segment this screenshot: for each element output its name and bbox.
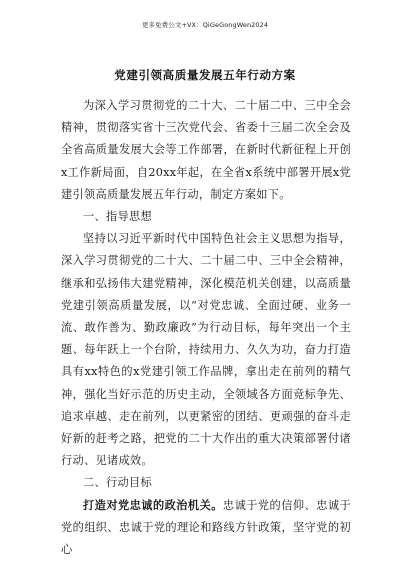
action-goal-lead: 打造对党忠诚的政治机关。	[83, 498, 223, 512]
document-title: 党建引领高质量发展五年行动方案	[114, 68, 296, 82]
guiding-thought-paragraph: 坚持以习近平新时代中国特色社会主义思想为指导，深入学习贯彻党的二十大、二十届二中、三中全会精神，继承和弘扬伟大建党精神，深化模范机关创建，以高质量党建引领高质量发展，以“对党忠诚、全面过硬、业务一流、敢作善为、勤政廉政”为行动目标，每年突出一个主题、每年跃上一个台阶，持续用力、久久为功，奋力打造具有xx特色的x党建引领工作品牌，拿出走在前列的精气神，强化当好示范的历史主动，全领域各方面竞标争先、追求卓越、走在前列，以更紧密的团结、更顽强的奋斗走好新的赶考之路，把党的二十大作出的重大决策部署付诸行动、见诸成效。	[61, 232, 351, 468]
document-body	[61, 95, 351, 561]
intro-paragraph: 为深入学习贯彻党的二十大、二十届二中、三中全会精神，贯彻落实省十三次党代会、省委十三届二次全会及全省高质量发展大会等工作部署，在新时代新征程上开创x工作新局面，自20xx年起，在全省x系统中部署开展x党建引领高质量发展五年行动，制定方案如下。	[61, 99, 351, 201]
section-heading-action-goals: 二、行动目标	[83, 476, 152, 490]
section-heading-guiding-thought: 一、指导思想	[83, 210, 152, 224]
action-goals-paragraph	[61, 495, 351, 562]
header-note: 更多免费公文+VX：QiGeGongWen2024	[141, 21, 269, 29]
action-goal-text: 忠诚于党的信仰、忠诚于党的组织、忠诚于党的理论和路线方针政策，坚守党的初心	[61, 498, 351, 557]
